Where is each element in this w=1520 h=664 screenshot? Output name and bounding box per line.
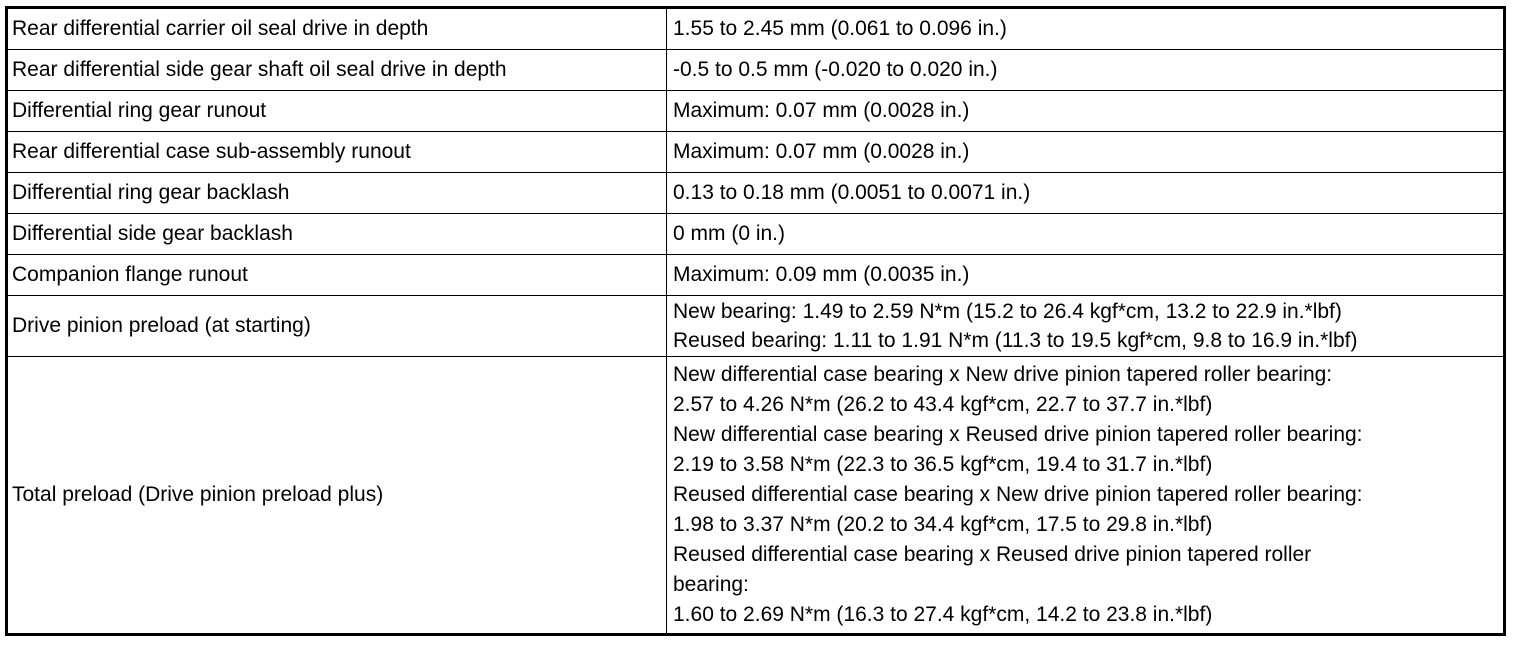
spec-item-cell: Differential ring gear runout [7, 91, 667, 132]
table-row [7, 132, 1505, 173]
spec-item-cell: Rear differential side gear shaft oil seal drive in depth [7, 50, 667, 91]
spec-item-cell: Differential ring gear backlash [7, 173, 667, 214]
spec-value-cell: -0.5 to 0.5 mm (-0.020 to 0.020 in.) [667, 50, 1505, 91]
spec-item-cell: Rear differential carrier oil seal drive in depth [7, 8, 667, 50]
value-line: New differential case bearing x New drive pinion tapered roller bearing: [673, 363, 1333, 386]
table-row [7, 91, 1505, 132]
value-line: New differential case bearing x Reused drive pinion tapered roller bearing: [673, 423, 1363, 446]
value-line: Reused bearing: 1.11 to 1.91 N*m (11.3 to 19.5 kgf*cm, 9.8 to 16.9 in.*lbf) [673, 329, 1358, 352]
value-line: bearing: [673, 573, 749, 596]
table-row-total-preload [7, 357, 1505, 635]
spec-value-cell: Maximum: 0.07 mm (0.0028 in.) [667, 132, 1505, 173]
value-line: Reused differential case bearing x New drive pinion tapered roller bearing: [673, 483, 1363, 506]
specification-table [5, 6, 1506, 636]
spec-value-cell: 0.13 to 0.18 mm (0.0051 to 0.0071 in.) [667, 173, 1505, 214]
spec-value-cell: Maximum: 0.07 mm (0.0028 in.) [667, 91, 1505, 132]
spec-item-cell: Total preload (Drive pinion preload plus) [7, 357, 667, 635]
spec-value-cell [667, 357, 1505, 635]
spec-item-cell: Differential side gear backlash [7, 214, 667, 255]
table-row [7, 214, 1505, 255]
table-row [7, 50, 1505, 91]
value-line: 1.60 to 2.69 N*m (16.3 to 27.4 kgf*cm, 14.2 to 23.8 in.*lbf) [673, 603, 1213, 626]
table-row [7, 173, 1505, 214]
value-line: 1.98 to 3.37 N*m (20.2 to 34.4 kgf*cm, 17.5 to 29.8 in.*lbf) [673, 513, 1213, 536]
value-line: 2.57 to 4.26 N*m (26.2 to 43.4 kgf*cm, 22.7 to 37.7 in.*lbf) [673, 393, 1213, 416]
value-line: 2.19 to 3.58 N*m (22.3 to 36.5 kgf*cm, 19.4 to 31.7 in.*lbf) [673, 453, 1213, 476]
spec-item-cell: Drive pinion preload (at starting) [7, 296, 667, 357]
table-row [7, 255, 1505, 296]
specification-table-body [7, 8, 1505, 635]
table-row [7, 8, 1505, 50]
spec-item-cell: Rear differential case sub-assembly runout [7, 132, 667, 173]
table-row-drive-pinion-preload [7, 296, 1505, 357]
value-line: Reused differential case bearing x Reused drive pinion tapered roller [673, 543, 1312, 566]
value-line: New bearing: 1.49 to 2.59 N*m (15.2 to 26.4 kgf*cm, 13.2 to 22.9 in.*lbf) [673, 300, 1342, 323]
spec-value-cell: Maximum: 0.09 mm (0.0035 in.) [667, 255, 1505, 296]
spec-value-cell: 0 mm (0 in.) [667, 214, 1505, 255]
spec-item-cell: Companion flange runout [7, 255, 667, 296]
spec-value-cell [667, 296, 1505, 357]
spec-value-cell: 1.55 to 2.45 mm (0.061 to 0.096 in.) [667, 8, 1505, 50]
